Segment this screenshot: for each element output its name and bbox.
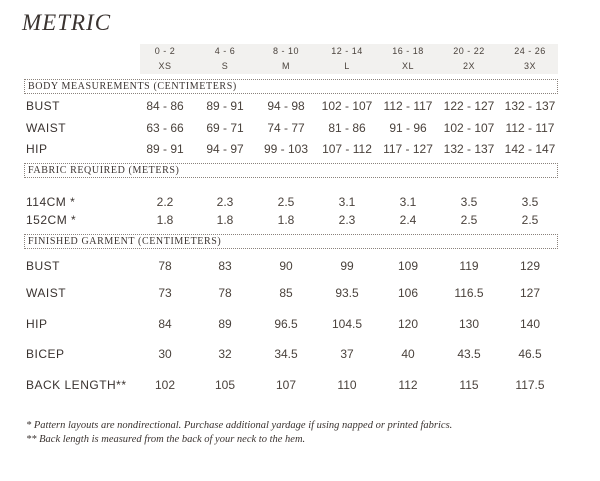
- finished-section: [24, 234, 558, 249]
- finished-row-label: BICEP: [26, 347, 65, 361]
- fabric-cell: 2.4: [399, 213, 417, 227]
- fabric-cell: 3.5: [460, 195, 478, 209]
- finished-cell: 99: [340, 259, 354, 273]
- body-cell: 117 - 127: [383, 142, 433, 156]
- size-label: M: [282, 61, 290, 71]
- size-label: XS: [158, 61, 172, 71]
- body-row-label: BUST: [26, 99, 61, 113]
- finished-cell: 46.5: [518, 347, 542, 361]
- finished-cell: 93.5: [335, 286, 359, 300]
- body-cell: 107 - 112: [322, 142, 372, 156]
- fabric-cell: 3.1: [399, 195, 417, 209]
- fabric-cell: 2.3: [338, 213, 356, 227]
- body-cell: 84 - 86: [146, 99, 184, 113]
- finished-cell: 104.5: [331, 317, 363, 331]
- fabric-cell: 2.3: [216, 195, 234, 209]
- size-number: 0 - 2: [154, 46, 176, 56]
- fabric-row-label: 152CM *: [26, 213, 77, 227]
- size-number: 8 - 10: [272, 46, 299, 56]
- finished-section-label: FINISHED GARMENT (CENTIMETERS): [28, 236, 222, 247]
- finished-cell: 115: [459, 378, 479, 392]
- body-cell: 91 - 96: [389, 121, 427, 135]
- size-number: 16 - 18: [392, 46, 424, 56]
- finished-cell: 85: [279, 286, 293, 300]
- finished-cell: 37: [340, 347, 354, 361]
- finished-cell: 30: [158, 347, 172, 361]
- body-cell: 94 - 97: [206, 142, 244, 156]
- body-cell: 69 - 71: [206, 121, 244, 135]
- fabric-cell: 2.5: [521, 213, 539, 227]
- body-cell: 132 - 137: [504, 99, 556, 113]
- finished-cell: 119: [459, 259, 479, 273]
- size-label: 2X: [462, 61, 475, 71]
- fabric-row-label: 114CM *: [26, 195, 76, 209]
- fabric-section-label: FABRIC REQUIRED (METERS): [28, 165, 180, 176]
- finished-row-label: BACK LENGTH**: [26, 378, 127, 392]
- size-label: L: [344, 61, 350, 71]
- finished-cell: 96.5: [274, 317, 298, 331]
- body-cell: 74 - 77: [267, 121, 305, 135]
- body-cell: 89 - 91: [146, 142, 184, 156]
- size-number: 4 - 6: [214, 46, 236, 56]
- finished-cell: 127: [519, 286, 541, 300]
- footnote-back-length: ** Back length is measured from the back of your neck to the hem.: [26, 434, 306, 445]
- body-row-label: WAIST: [26, 121, 67, 135]
- body-cell: 102 - 107: [443, 121, 495, 135]
- body-cell: 63 - 66: [146, 121, 184, 135]
- finished-cell: 129: [519, 259, 541, 273]
- body-cell: 112 - 117: [505, 121, 555, 135]
- finished-cell: 32: [218, 347, 232, 361]
- body-section: [24, 79, 558, 94]
- fabric-section: [24, 163, 558, 178]
- finished-cell: 107: [275, 378, 297, 392]
- body-cell: 142 - 147: [504, 142, 556, 156]
- fabric-cell: 1.8: [156, 213, 174, 227]
- fabric-cell: 1.8: [277, 213, 295, 227]
- fabric-cell: 1.8: [216, 213, 234, 227]
- fabric-cell: 3.1: [338, 195, 356, 209]
- size-number: 24 - 26: [514, 46, 546, 56]
- finished-cell: 140: [519, 317, 541, 331]
- finished-cell: 102: [154, 378, 176, 392]
- finished-row-label: BUST: [26, 259, 61, 273]
- finished-cell: 117.5: [515, 378, 545, 392]
- finished-cell: 78: [158, 259, 172, 273]
- finished-cell: 89: [218, 317, 232, 331]
- finished-cell: 110: [337, 378, 357, 392]
- finished-cell: 73: [158, 286, 172, 300]
- fabric-cell: 2.5: [277, 195, 295, 209]
- finished-cell: 90: [279, 259, 293, 273]
- body-cell: 94 - 98: [267, 99, 305, 113]
- body-cell: 89 - 91: [206, 99, 244, 113]
- body-cell: 112 - 117: [383, 99, 433, 113]
- footnote-pattern-layout: * Pattern layouts are nondirectional. Purchase additional yardage if using napped or printed fabrics.: [26, 420, 453, 431]
- fabric-cell: 2.2: [156, 195, 174, 209]
- body-cell: 122 - 127: [443, 99, 495, 113]
- page-title: METRIC: [22, 10, 112, 35]
- finished-cell: 78: [218, 286, 232, 300]
- finished-row-label: HIP: [26, 317, 48, 331]
- body-cell: 99 - 103: [263, 142, 309, 156]
- body-section-label: BODY MEASUREMENTS (CENTIMETERS): [28, 81, 237, 92]
- finished-row-label: WAIST: [26, 286, 67, 300]
- finished-cell: 105: [214, 378, 236, 392]
- finished-cell: 43.5: [457, 347, 481, 361]
- finished-cell: 106: [397, 286, 419, 300]
- fabric-cell: 3.5: [521, 195, 539, 209]
- finished-cell: 112: [398, 378, 418, 392]
- finished-cell: 130: [458, 317, 480, 331]
- size-number: 12 - 14: [331, 46, 363, 56]
- finished-cell: 109: [397, 259, 419, 273]
- finished-cell: 34.5: [274, 347, 298, 361]
- finished-cell: 84: [158, 317, 172, 331]
- size-number: 20 - 22: [453, 46, 485, 56]
- size-label: S: [221, 61, 229, 71]
- body-row-label: HIP: [26, 142, 48, 156]
- size-label: XL: [401, 61, 414, 71]
- finished-cell: 83: [218, 259, 232, 273]
- finished-cell: 40: [401, 347, 415, 361]
- body-cell: 102 - 107: [321, 99, 373, 113]
- body-cell: 132 - 137: [443, 142, 495, 156]
- fabric-cell: 2.5: [460, 213, 478, 227]
- size-label: 3X: [523, 61, 536, 71]
- finished-cell: 116.5: [454, 286, 484, 300]
- finished-cell: 120: [397, 317, 419, 331]
- body-cell: 81 - 86: [328, 121, 366, 135]
